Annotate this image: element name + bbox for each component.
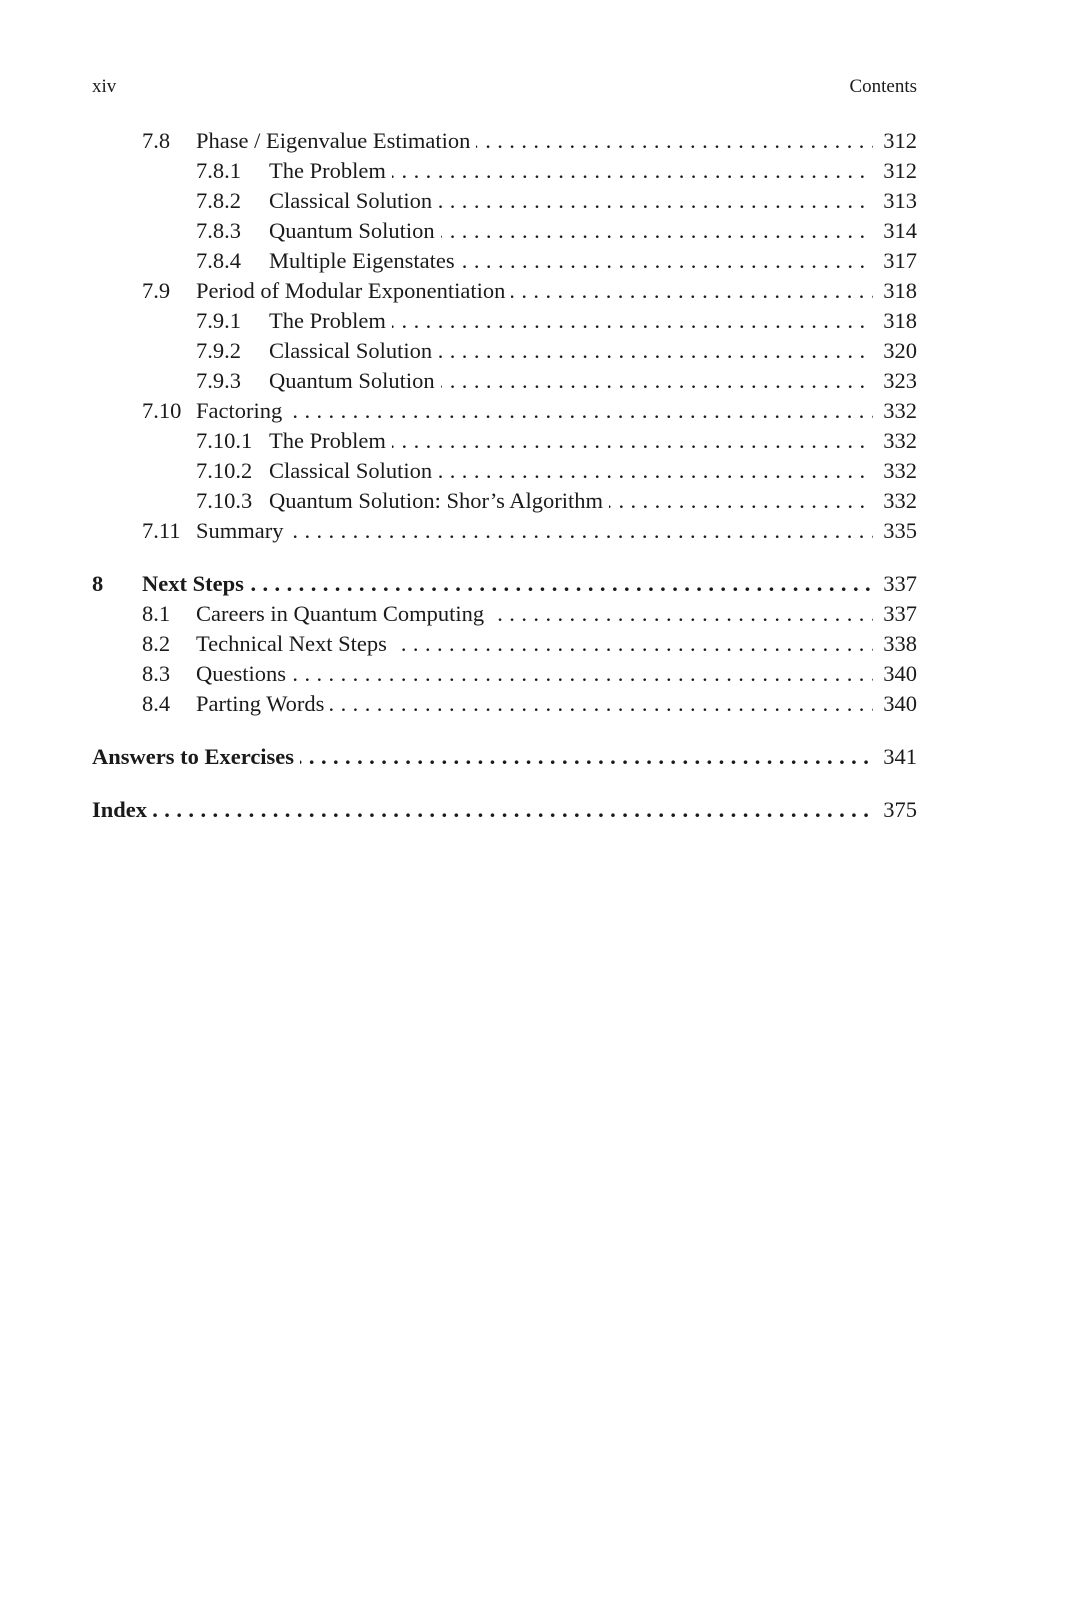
toc-entry-page: 323 [875,366,917,396]
toc-entry-title: Parting Words [196,691,330,716]
toc-entry-7-9-2[interactable] [92,336,917,366]
toc-entry-page: 332 [875,426,917,456]
toc-entry-8-3[interactable] [92,659,917,689]
toc-entry-7-9-1[interactable] [92,306,917,336]
toc-entry-page: 341 [875,742,917,772]
toc-entry-number: 7.8.3 [196,216,241,246]
toc-entry-number: 8.4 [142,689,170,719]
toc-entry-7-10-2[interactable] [92,456,917,486]
toc-entry-8-1[interactable] [92,599,917,629]
toc-entry-7-10-1[interactable] [92,426,917,456]
toc-entry-title: Questions [196,661,292,686]
toc-entry-number: 7.8.4 [196,246,241,276]
toc-entry-title: The Problem [269,428,392,453]
toc-entry-title: The Problem [269,308,392,333]
toc-entry-7-10[interactable] [92,396,917,426]
toc-entry-7-8-2[interactable] [92,186,917,216]
toc-entry-number: 7.9.2 [196,336,241,366]
toc-entry-title: Classical Solution [269,458,438,483]
toc-entry-page: 312 [875,126,917,156]
toc-entry-title: Quantum Solution [269,218,441,243]
toc-entry-page: 318 [875,276,917,306]
toc-entry-title: Multiple Eigenstates [269,248,461,273]
toc-entry-number: 7.8.1 [196,156,241,186]
toc-entry-7-8[interactable] [92,126,917,156]
toc-entry-7-11[interactable] [92,516,917,546]
running-header [92,76,917,100]
toc-entry-number: 7.10 [142,396,181,426]
toc-entry-number: 7.10.3 [196,486,252,516]
toc-entry-title: Period of Modular Exponentiation [196,278,511,303]
toc-entry-title: Next Steps [142,571,250,596]
toc-entry-title: Quantum Solution: Shor’s Algorithm [269,488,609,513]
toc-entry-page: 337 [875,599,917,629]
toc-entry-title: The Problem [269,158,392,183]
toc-entry-page: 332 [875,396,917,426]
toc-entry-number: 7.10.2 [196,456,252,486]
toc-entry-title: Classical Solution [269,338,438,363]
toc-entry-page: 340 [875,689,917,719]
toc-entry-7-9[interactable] [92,276,917,306]
toc-entry-number: 8 [92,569,103,599]
toc-entry-7-9-3[interactable] [92,366,917,396]
toc-entry-page: 338 [875,629,917,659]
toc-entry-title: Technical Next Steps [196,631,393,656]
toc-entry-number: 7.11 [142,516,181,546]
toc-entry-page: 313 [875,186,917,216]
toc-entry-number: 7.9.1 [196,306,241,336]
toc-answers-to-exercises[interactable] [92,742,917,772]
toc-entry-number: 7.10.1 [196,426,252,456]
toc-entry-page: 314 [875,216,917,246]
toc-entry-8-2[interactable] [92,629,917,659]
toc-entry-title: Index [92,797,153,822]
toc-entry-page: 335 [875,516,917,546]
table-of-contents [92,126,917,825]
toc-entry-page: 332 [875,456,917,486]
toc-chapter-8[interactable] [92,569,917,599]
toc-entry-page: 312 [875,156,917,186]
toc-entry-page: 340 [875,659,917,689]
toc-entry-title: Classical Solution [269,188,438,213]
toc-entry-page: 337 [875,569,917,599]
toc-entry-7-10-3[interactable] [92,486,917,516]
toc-entry-title: Quantum Solution [269,368,441,393]
toc-entry-number: 7.8.2 [196,186,241,216]
page-number: xiv [92,76,117,97]
toc-entry-page: 317 [875,246,917,276]
toc-index[interactable] [92,795,917,825]
toc-entry-title: Careers in Quantum Computing [196,601,490,626]
toc-entry-number: 7.8 [142,126,170,156]
toc-entry-title: Phase / Eigenvalue Estimation [196,128,476,153]
running-title: Contents [849,76,917,97]
toc-entry-number: 7.9.3 [196,366,241,396]
toc-entry-page: 375 [875,795,917,825]
toc-entry-8-4[interactable] [92,689,917,719]
toc-entry-title: Summary [196,518,290,543]
toc-entry-number: 7.9 [142,276,170,306]
toc-entry-7-8-3[interactable] [92,216,917,246]
toc-entry-title: Factoring [196,398,288,423]
toc-entry-7-8-4[interactable] [92,246,917,276]
toc-entry-number: 8.1 [142,599,170,629]
toc-entry-title: Answers to Exercises [92,744,300,769]
toc-entry-page: 318 [875,306,917,336]
toc-entry-number: 8.2 [142,629,170,659]
toc-entry-page: 332 [875,486,917,516]
toc-entry-7-8-1[interactable] [92,156,917,186]
toc-entry-number: 8.3 [142,659,170,689]
toc-entry-page: 320 [875,336,917,366]
